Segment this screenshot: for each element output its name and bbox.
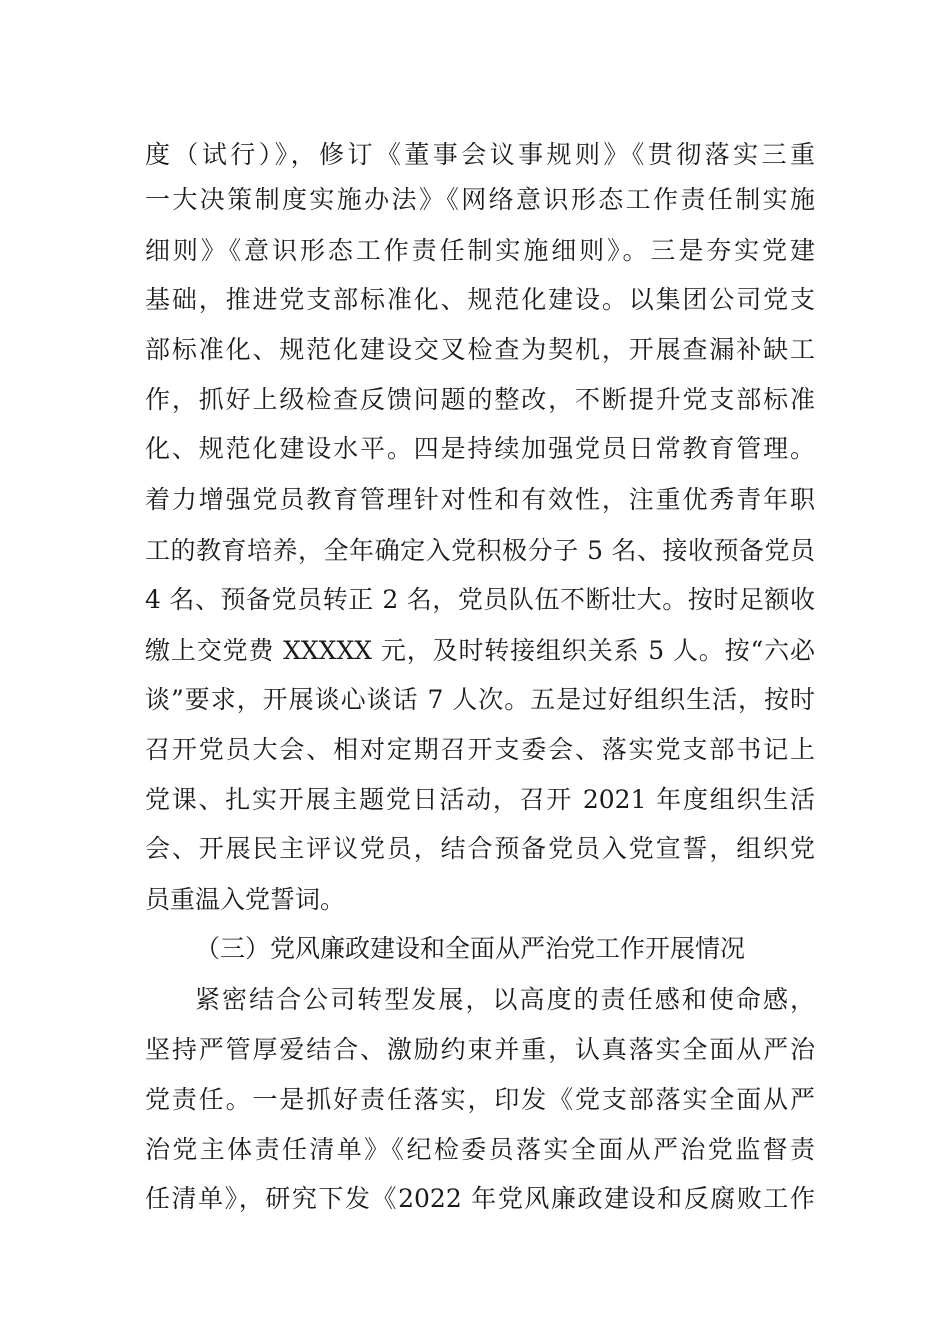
paragraph-line: 部标准化、规范化建设交叉检查为契机，开展查漏补缺工 (145, 335, 815, 364)
paragraph-line: 缴上交党费 XXXXX 元，及时转接组织关系 5 人。按“六必 (145, 636, 815, 665)
paragraph-line: 谈”要求，开展谈心谈话 7 人次。五是过好组织生活，按时 (145, 685, 815, 714)
paragraph-line: 工的教育培养，全年确定入党积极分子 5 名、接收预备党员 (145, 536, 815, 565)
paragraph-line: 党课、扎实开展主题党日活动，召开 2021 年度组织生活 (145, 785, 815, 814)
paragraph-line: 紧密结合公司转型发展，以高度的责任感和使命感， (195, 985, 815, 1014)
paragraph-line: 度（试行）》，修订《董事会议事规则》《贯彻落实三重 (145, 140, 815, 169)
paragraph-line: 一大决策制度实施办法》《网络意识形态工作责任制实施 (145, 185, 815, 214)
paragraph-line: 员重温入党誓词。 (145, 885, 346, 914)
paragraph-line: 治党主体责任清单》《纪检委员落实全面从严治党监督责 (145, 1135, 815, 1164)
paragraph-line: 化、规范化建设水平。四是持续加强党员日常教育管理。 (145, 434, 815, 463)
paragraph-line: 坚持严管厚爱结合、激励约束并重，认真落实全面从严治 (145, 1035, 815, 1064)
section-heading: （三）党风廉政建设和全面从严治党工作开展情况 (195, 934, 746, 963)
paragraph-line: 任清单》，研究下发《2022 年党风廉政建设和反腐败工作 (145, 1184, 815, 1213)
paragraph-line: 作，抓好上级检查反馈问题的整改，不断提升党支部标准 (145, 385, 815, 414)
paragraph-line: 着力增强党员教育管理针对性和有效性，注重优秀青年职 (145, 485, 815, 514)
paragraph-line: 细则》《意识形态工作责任制实施细则》。三是夯实党建 (145, 236, 815, 265)
paragraph-line: 4 名、预备党员转正 2 名，党员队伍不断壮大。按时足额收 (145, 585, 815, 614)
paragraph-line: 党责任。一是抓好责任落实，印发《党支部落实全面从严 (145, 1085, 815, 1114)
paragraph-line: 召开党员大会、相对定期召开支委会、落实党支部书记上 (145, 735, 815, 764)
paragraph-line: 基础，推进党支部标准化、规范化建设。以集团公司党支 (145, 285, 815, 314)
paragraph-line: 会、开展民主评议党员，结合预备党员入党宣誓，组织党 (145, 834, 815, 863)
